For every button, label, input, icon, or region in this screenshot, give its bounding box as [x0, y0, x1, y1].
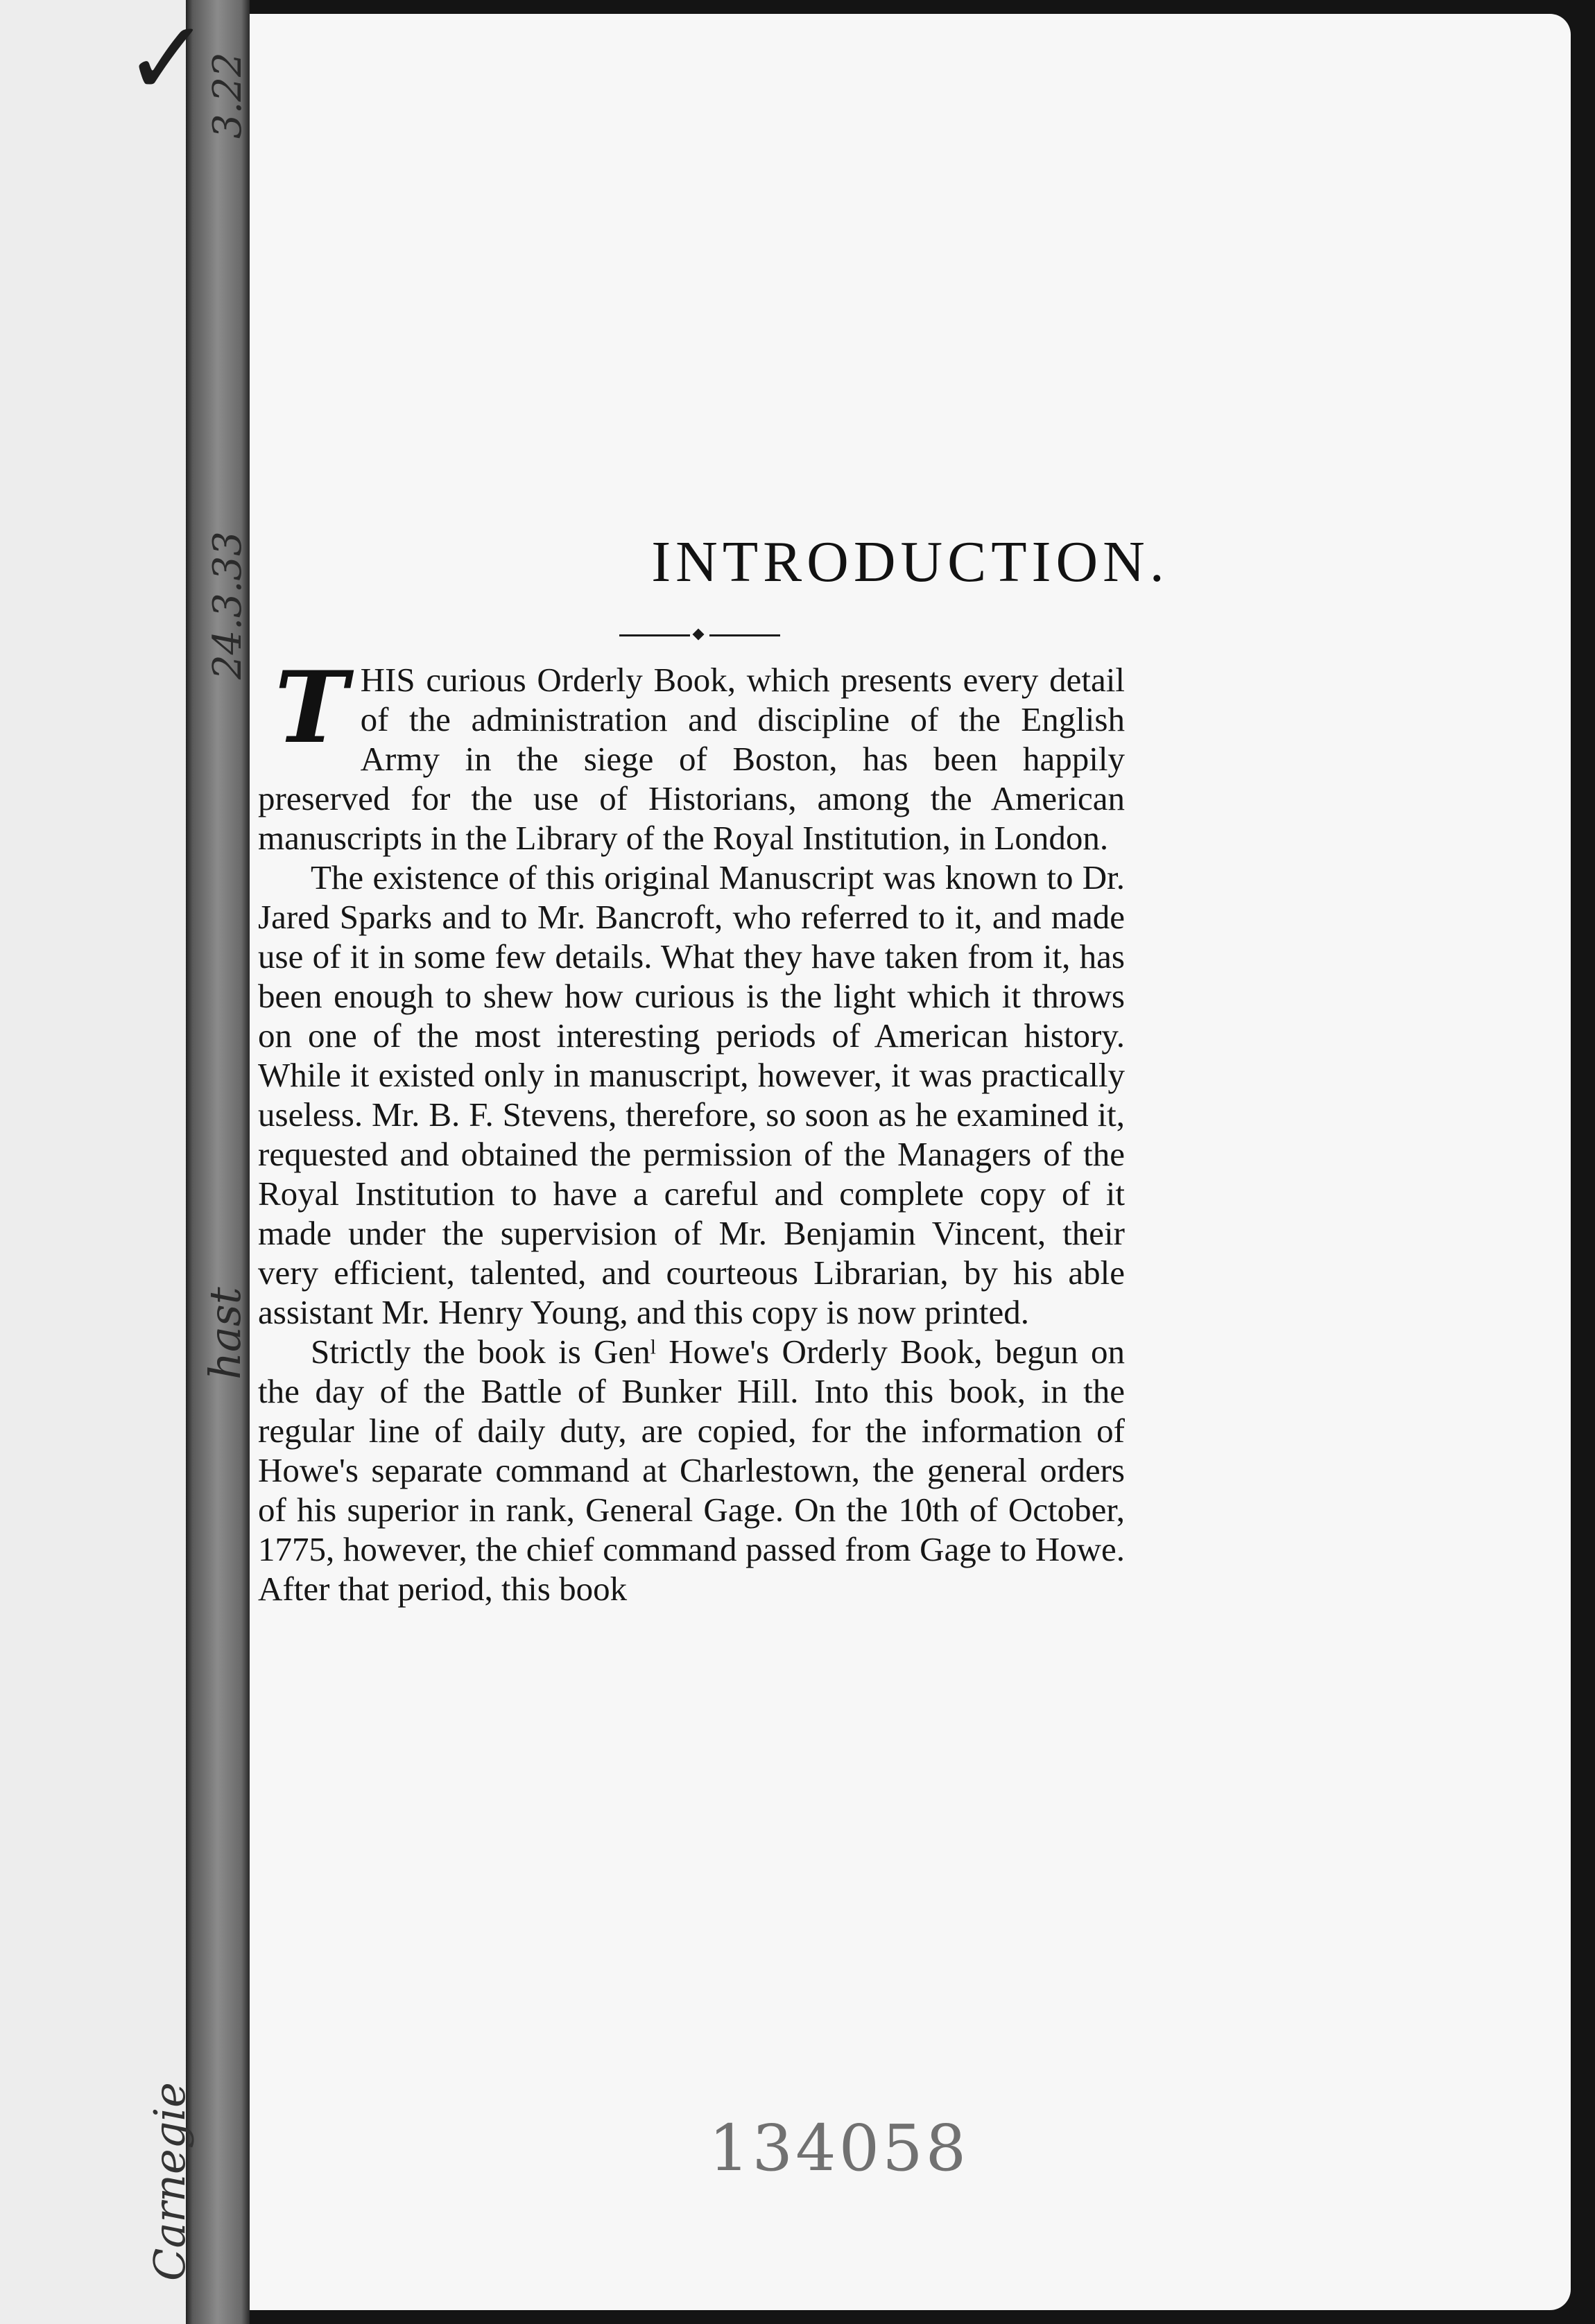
introduction-text — [258, 650, 1125, 1825]
facing-leaf — [0, 0, 186, 2324]
handwritten-donor-note: Carnegie — [144, 2082, 195, 2281]
handwritten-accession-date: 24.3.33 — [205, 531, 250, 679]
title-ornament — [619, 632, 780, 638]
handwritten-shelf-mark: 3.22 — [205, 52, 250, 139]
paragraph-1 — [258, 650, 1125, 858]
paragraph-2: The existence of this original Manuscript was known to Dr. Jared Sparks and to Mr. Bancroft, who referred to it, and made use of it in some few details. What they have taken from it, has been enough to shew how curious is the light which it throws on one of the most interesting periods of American history. While it existed only in manuscript, however, it was practically useless. Mr. B. F. Stevens, therefore, so soon as he examined it, requested and obtained the permission of the Managers of the Royal Institution to have a careful and complete copy of it made under the supervision of Mr. Benjamin Vincent, their very efficient, talented, and courteous Librarian, by his able assistant Mr. Henry Young, and this copy is now printed. — [258, 858, 1125, 1331]
stamped-accession-number: 134058 — [709, 2111, 969, 2185]
drop-cap: T — [275, 650, 348, 765]
handwritten-check-mark: ✓ — [123, 0, 211, 119]
ornament-rule-right — [709, 634, 780, 636]
paragraph-1-text: HIS curious Orderly Book, which presents every detail of the administration and discipline of the English Army in the siege of Boston, has been happily preserved for the use of Historians, among the American manuscripts in the Library of the Royal Institution, in London. — [258, 661, 1125, 857]
handwritten-name-note: hast — [200, 1287, 250, 1380]
ornament-rule-left — [619, 634, 690, 636]
paragraph-3: Strictly the book is Genˡ Howe's Orderly Book, begun on the day of the Battle of Bunker Hill. Into this book, in the regular line of daily duty, are copied, for the information of Howe's separate command at Charlestown, the general orders of his superior in rank, General Gage. On the 10th of October, 1775, however, the chief command passed from Gage to Howe. After that period, this book — [258, 1333, 1125, 1608]
binding-strip — [186, 0, 250, 2324]
page-title: INTRODUCTION. — [651, 530, 1169, 594]
